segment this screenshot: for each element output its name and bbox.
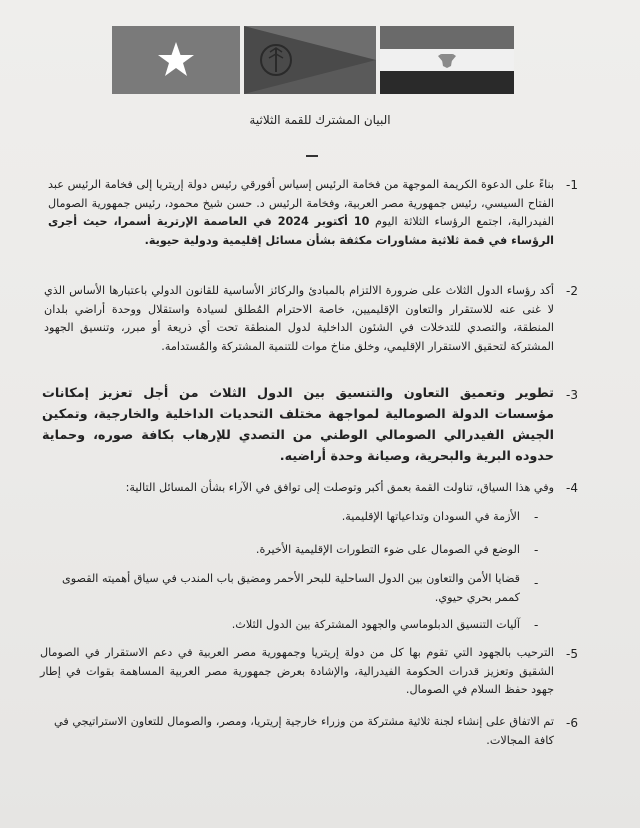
item-number: -1: [566, 178, 578, 192]
item-number: -2: [566, 284, 578, 298]
item-1-paragraph: [48, 176, 554, 250]
item-number: -3: [566, 388, 578, 402]
bullet-dash: -: [534, 576, 539, 590]
egypt-flag-graphic: [380, 26, 514, 94]
item-3-paragraph: تطوير وتعميق التعاون والتنسيق بين الدول الثلاث من أجل تعزيز إمكانات مؤسسات الدولة الصومالية لمواجهة مختلف التحديات الداخلية والخارجية، وتمكين الجيش الفيدرالي الصومالي الوطني من التصدي للإرهاب بكافة صوره، وحماية حدوده البرية والبحرية، وصيانة وحدة أراضيه.: [42, 386, 554, 464]
item-6-paragraph: تم الاتفاق على إنشاء لجنة ثلاثية مشتركة من وزراء خارجية إريتريا، ومصر، والصومال للتعاون الاستراتيجي في كافة المجالات.: [54, 715, 554, 747]
bullet-dash: -: [534, 543, 539, 557]
bullet-dash: -: [534, 510, 539, 524]
somalia-flag-graphic: [112, 26, 240, 94]
somalia-flag: [112, 26, 240, 94]
bullet-dash: -: [534, 618, 539, 632]
eritrea-flag: [244, 26, 376, 94]
subitem-text: الأزمة في السودان وتداعياتها الإقليمية.: [341, 510, 520, 523]
item-1-text: بناءً على الدعوة الكريمة الموجهة من فخامة الرئيس إسياس أفورقي رئيس دولة إريتريا إلى فخامة الرئيس عبد الفتاح السيسي، رئيس جمهورية مصر العربية، وفخامة الرئيس د. حسن شيخ محمود، رئيس جمهورية الصومال الفيدرالية، اجتمع الرؤساء الثلاثة اليوم: [48, 178, 554, 228]
item-4-paragraph: وفي هذا السياق، تناولت القمة بعمق أكبر وتوصلت إلى توافق في الآراء بشأن المسائل التالية:: [125, 481, 554, 494]
title-divider: [306, 155, 318, 157]
item-1-text-continued: 10 أكتوبر 2024 في العاصمة الإرترية أسمرا، حيث أجرى الرؤساء في قمة ثلاثية مشاورات مكثفة بشأن مسائل إقليمية ودولية حيوية.: [48, 215, 554, 247]
item-2-paragraph: أكد رؤساء الدول الثلاث على ضرورة الالتزام بالمبادئ والركائز الأساسية للقانون الدولي باعتبارها الأساس الذي لا غنى عنه للاستقرار والتعاون الإقليميين، خاصة الاحترام المُطلق لسيادة واستقلال ووحدة أراضي بلدان المنطقة، والتصدي للتدخلات في الشئون الداخلية لدول المنطقة تحت أي ذريعة أو مبرر، وتنسيق الجهود المشتركة لتحقيق الاستقرار الإقليمي، وخلق مناخ موات للتنمية المشتركة والمُستدامة.: [44, 284, 554, 353]
subitem-text: الوضع في الصومال على ضوء التطورات الإقليمية الأخيرة.: [255, 543, 520, 556]
subitem-text: آليات التنسيق الدبلوماسي والجهود المشتركة بين الدول الثلاث.: [231, 618, 520, 631]
subitem-text: قضايا الأمن والتعاون بين الدول الساحلية للبحر الأحمر ومضيق باب المندب في سياق أهميته القصوى كممر بحري حيوي.: [61, 572, 520, 604]
item-number: -4: [566, 481, 578, 495]
eritrea-flag-graphic: [244, 26, 376, 94]
document-title: البيان المشترك للقمة الثلاثية: [249, 113, 391, 127]
egypt-flag: [380, 26, 514, 94]
item-5-paragraph: الترحيب بالجهود التي تقوم بها كل من دولة إريتريا وجمهورية مصر العربية في دعم الاستقرار في الصومال الشقيق وتعزيز قدرات الحكومة الفيدرالية، والإشادة بعرض جمهورية مصر العربية المساهمة بقوات في إطار جهود حفظ السلام في الصومال.: [40, 646, 554, 696]
flags-row: [0, 26, 640, 96]
item-number: -6: [566, 716, 578, 730]
item-number: -5: [566, 647, 578, 661]
